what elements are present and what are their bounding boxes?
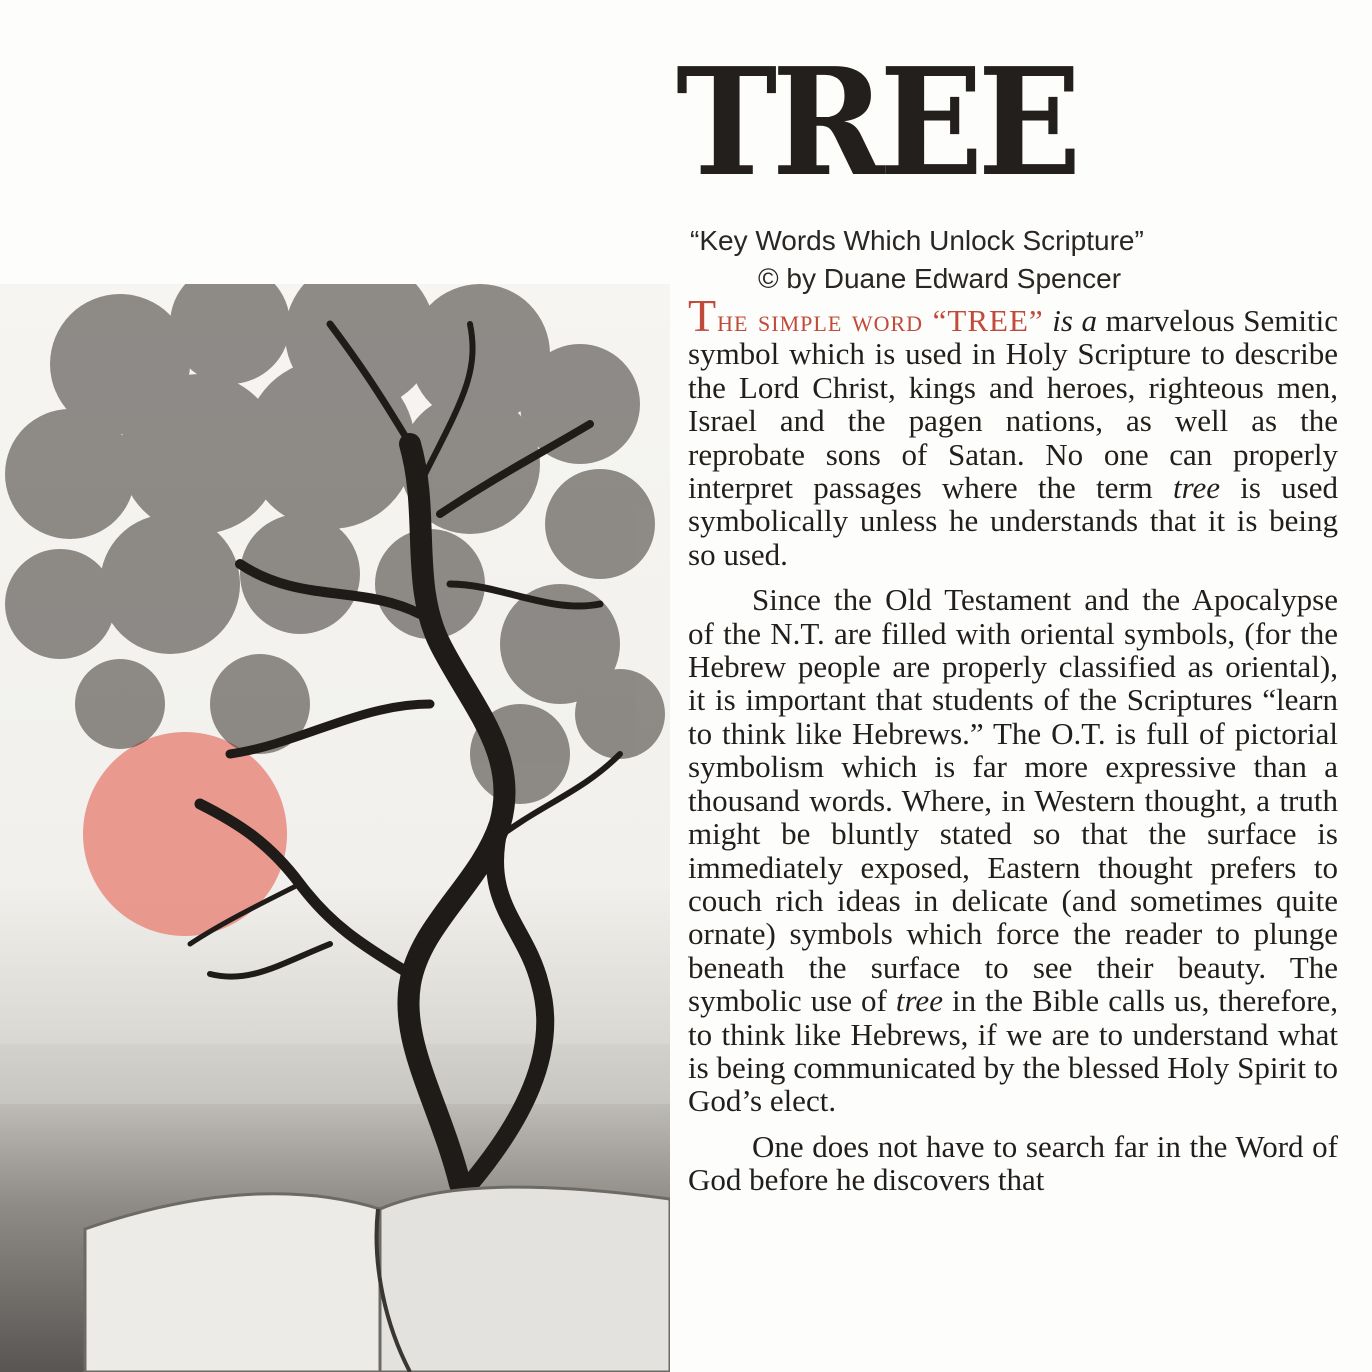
p2-text: Since the Old Testament and the Apocalypse of the N.T. are filled with oriental symbols, (for the Hebrew people are properly classified as oriental), it is important that students of the Scriptures “learn to think like Hebrews.” The O.T. is full of pictorial symbolism which is far more expressive than a thousand words. Where, in Western thought, a truth might be bluntly stated so that the surface is immediately exposed, Eastern thought prefers to couch rich ideas in delicate (and sometimes quite ornate) symbols which force the reader to plunge beneath the surface to see their beauty.: [688, 582, 1338, 985]
series-header: [690, 222, 1144, 298]
p2-text-c: in the Bible calls us, therefore, to think like Hebrews, if we are to understand what is being communicated by the blessed Holy Spirit to God’s elect.: [688, 983, 1338, 1119]
lead-in: [688, 290, 1044, 341]
open-book: [85, 1187, 670, 1372]
p2-text-b: The symbolic use of: [688, 949, 1338, 1019]
article-title: TREE: [676, 35, 1076, 209]
paragraph-1: [688, 290, 1338, 572]
article-body: [688, 290, 1338, 1198]
paragraph-3: One does not have to search far in the Word of God before he discovers that: [688, 1128, 1338, 1198]
author-byline: © by Duane Edward Spencer: [758, 262, 1122, 294]
paragraph-2: [688, 583, 1338, 1118]
tree-photo: [0, 284, 670, 1372]
tree-illustration: [0, 284, 670, 1372]
p1-text-a: marvelous Semitic symbol which is used in Holy Scripture to describe the Lord Christ, kings and heroes, righteous men, Israel and the pagen nations, as well as the reprobate sons of Satan. No one can properly interpret passages where the term: [688, 303, 1338, 506]
p1-italic: tree: [1173, 470, 1221, 506]
lead-words: he simple word “TREE”: [717, 303, 1044, 338]
drop-cap: T: [688, 290, 718, 341]
series-title: “Key Words Which Unlock Scripture”: [690, 225, 1144, 256]
p2-italic: tree: [895, 983, 943, 1019]
p1-text-b: is used symbolically unless he understands that it is being so used.: [688, 470, 1338, 572]
lead-tail: is a: [1043, 303, 1097, 338]
